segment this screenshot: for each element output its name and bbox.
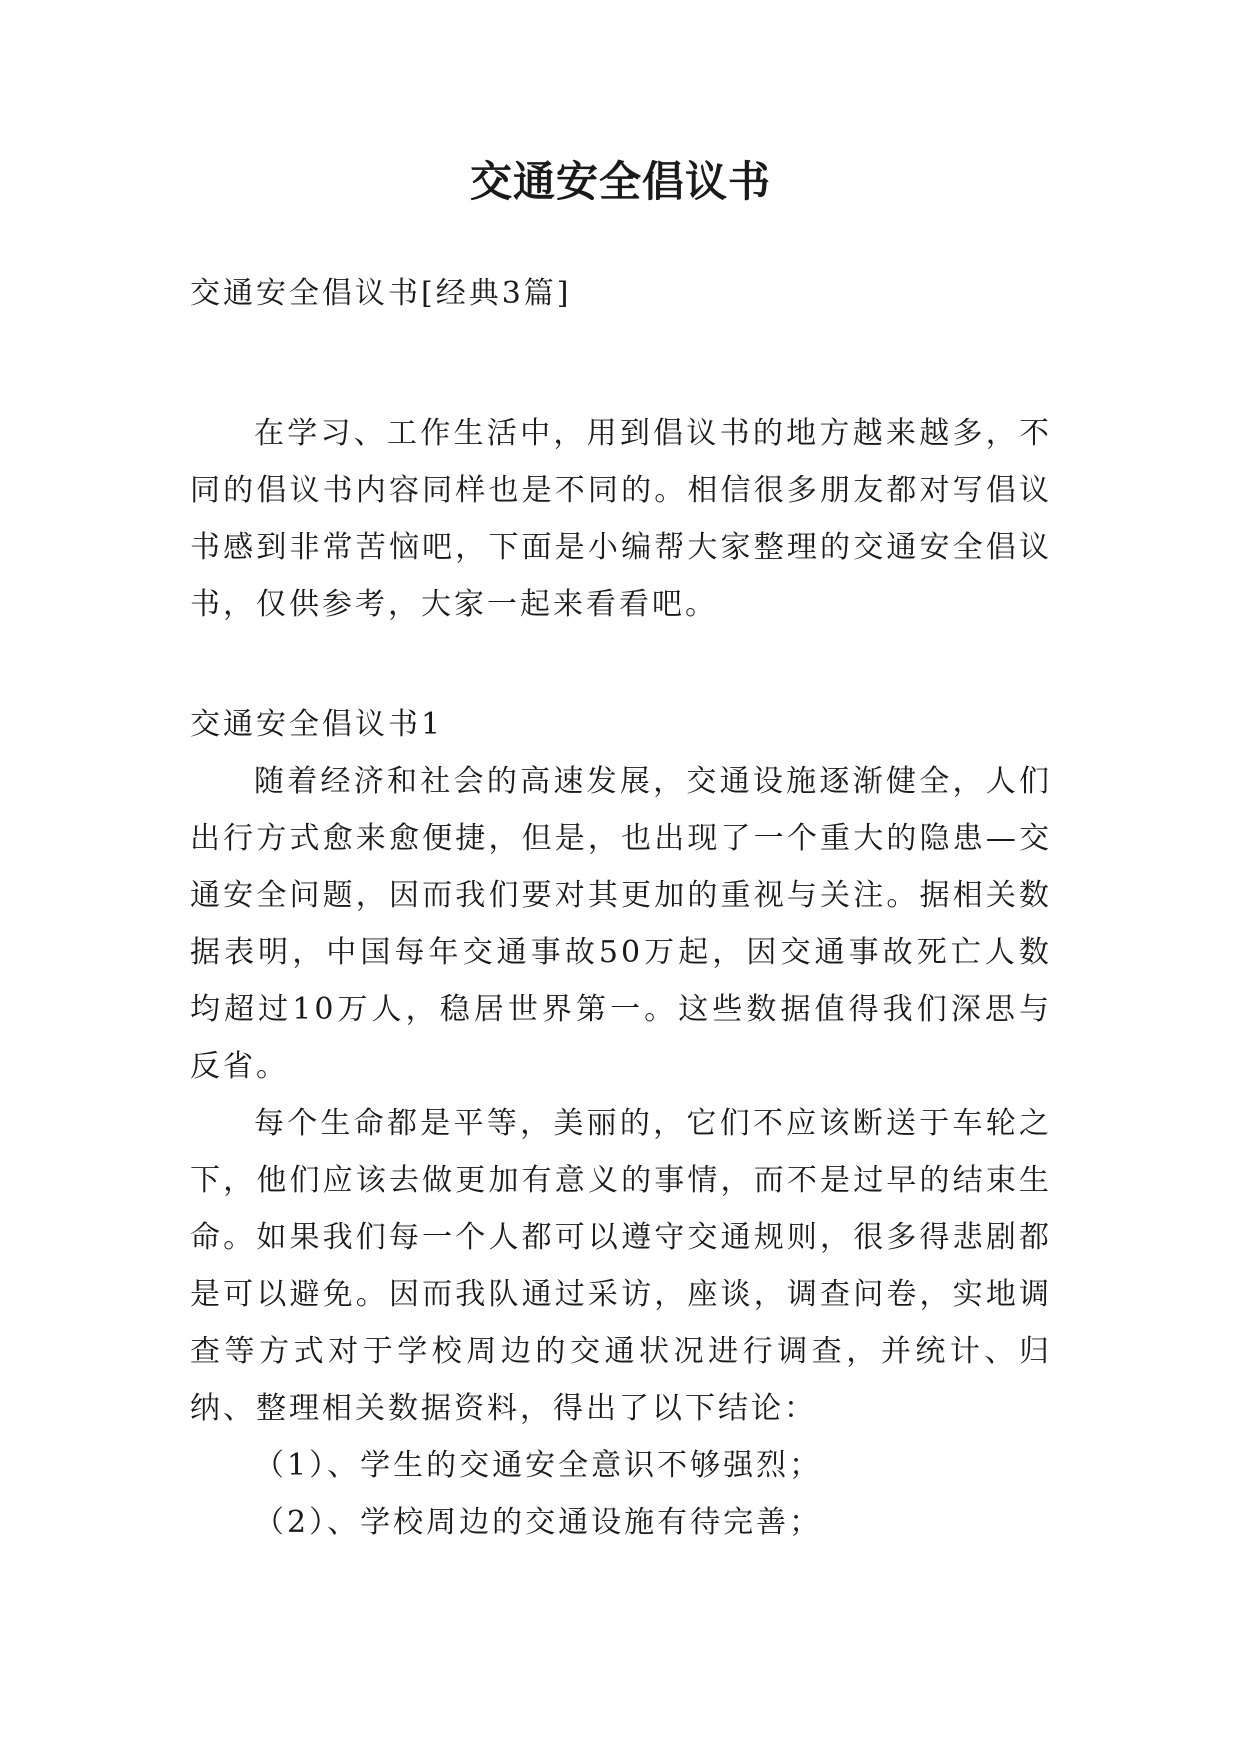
intro-paragraph xyxy=(190,405,1052,633)
section-body xyxy=(190,753,1052,1551)
intro-text: 在学习、工作生活中，用到倡议书的地方越来越多，不同的倡议书内容同样也是不同的。相信很多朋友都对写倡议书感到非常苦恼吧，下面是小编帮大家整理的交通安全倡议书，仅供参考，大家一起来看看吧。 xyxy=(190,416,1052,622)
section-paragraph-1: 随着经济和社会的高速发展，交通设施逐渐健全，人们出行方式愈来愈便捷，但是，也出现了一个重大的隐患—交通安全问题，因而我们要对其更加的重视与关注。据相关数据表明，中国每年交通事故50万起，因交通事故死亡人数均超过10万人，稳居世界第一。这些数据值得我们深思与反省。 xyxy=(190,764,1052,1084)
section-paragraph-2: 每个生命都是平等，美丽的，它们不应该断送于车轮之下，他们应该去做更加有意义的事情，而不是过早的结束生命。如果我们每一个人都可以遵守交通规则，很多得悲剧都是可以避免。因而我队通过采访，座谈，调查问卷，实地调查等方式对于学校周边的交通状况进行调查，并统计、归纳、整理相关数据资料，得出了以下结论： xyxy=(190,1106,1052,1426)
section-heading: 交通安全倡议书1 xyxy=(190,707,444,742)
document-title: 交通安全倡议书 xyxy=(469,157,771,206)
conclusion-item-1: （1）、学生的交通安全意识不够强烈； xyxy=(254,1448,823,1483)
document-subtitle: 交通安全倡议书[经典3篇] xyxy=(190,276,572,311)
conclusion-item-2: （2）、学校周边的交通设施有待完善； xyxy=(254,1505,823,1540)
